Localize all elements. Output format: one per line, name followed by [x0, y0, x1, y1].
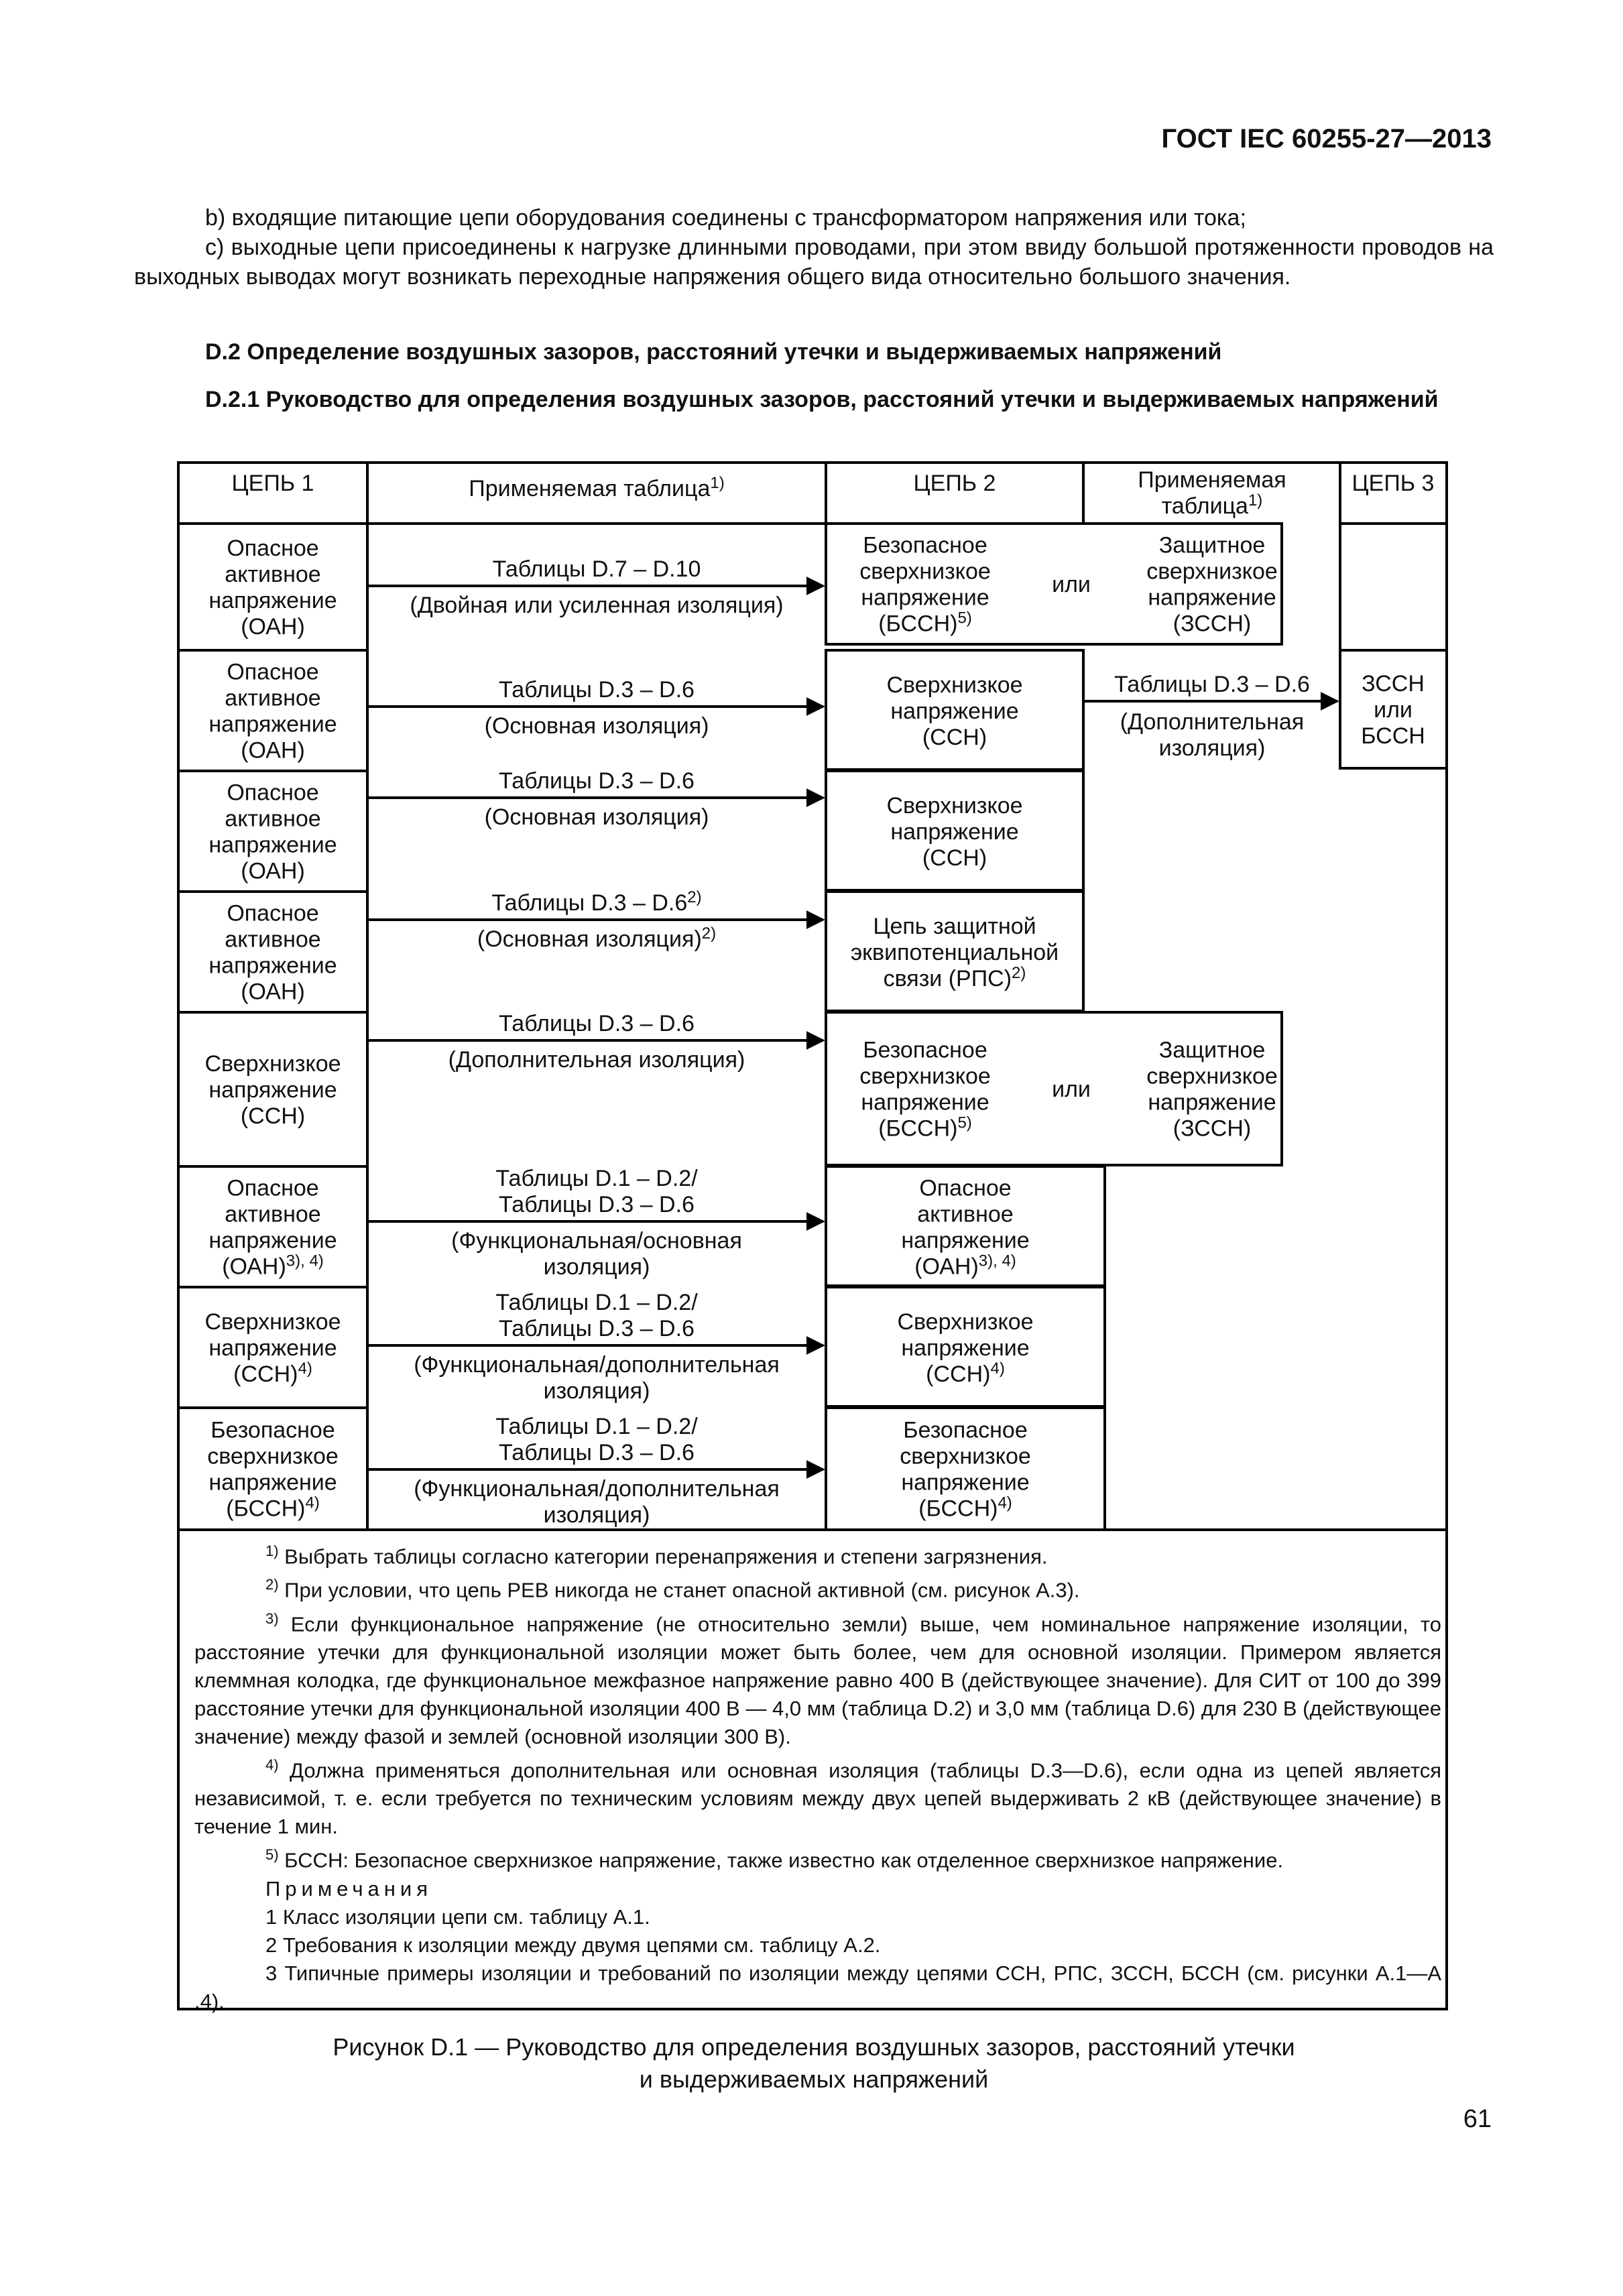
row7-circuit2-line: Сверхнизкое — [897, 1309, 1034, 1335]
row3-circuit1-line: (ОАН) — [241, 858, 305, 884]
row4-circuit1-line: (ОАН) — [241, 979, 305, 1005]
header-applied-table2: таблица$^{1)}$ — [1161, 491, 1263, 519]
row1-insulation-type: (Двойная или усиленная изоляция) — [410, 593, 784, 618]
row2-insulation-type: (Основная изоляция) — [484, 713, 709, 739]
footnote-5: $^{5)}$ БССН: Безопасное сверхнизкое напряжение, также известно как отделенное сверхнизкое напряжение. — [265, 1846, 1284, 1872]
row6-circuit1-line: напряжение — [208, 1227, 337, 1254]
row5-circuit2-safe-line: напряжение — [861, 1089, 989, 1115]
row6-circuit2-line: (ОАН)$^{3), 4)}$ — [914, 1252, 1016, 1280]
row8-circuit2-line: сверхнизкое — [900, 1443, 1031, 1469]
row6-circuit1-line: Опасное — [227, 1175, 319, 1201]
row1-circuit2-protective-line: (ЗССН) — [1173, 611, 1252, 637]
caption-line-1: Рисунок D.1 — Руководство для определения воздушных зазоров, расстояний утечки — [333, 2033, 1295, 2061]
row3-insulation-type: (Основная изоляция) — [484, 804, 709, 830]
note-2: 2 Требования к изоляции между двумя цепями см. таблицу А.2. — [265, 1933, 881, 1957]
row1-circuit2-protective-line: Защитное — [1158, 532, 1266, 558]
footnote-mark: 1) — [265, 1543, 279, 1559]
row2-circuit1-line: активное — [225, 685, 321, 711]
header-circuit2: ЦЕПЬ 2 — [913, 471, 996, 496]
footnote-1: $^{1)}$ Выбрать таблицы согласно категории перенапряжения и степени загрязнения. — [265, 1543, 1048, 1569]
row1-circuit2-safe-line: Безопасное — [863, 532, 987, 558]
row5-circuit1-line: Сверхнизкое — [204, 1051, 341, 1077]
row2-circuit2-line: (ССН) — [922, 725, 987, 750]
row7-circuit1-line: (ССН)$^{4)}$ — [233, 1360, 312, 1387]
row5-circuit2-protective-line: Защитное — [1158, 1037, 1266, 1063]
row4-circuit1-line: напряжение — [208, 953, 337, 979]
row5-insulation-type: (Дополнительная изоляция) — [448, 1047, 745, 1073]
footnote-mark: 3) — [265, 1610, 279, 1627]
row6-circuit2-line: Опасное — [919, 1175, 1012, 1201]
row4-table-ref: Таблицы D.3 – D.6$^{2)}$ — [491, 888, 702, 916]
row1-circuit2-protective-line: сверхнизкое — [1146, 558, 1278, 585]
row2-circuit3-line: БССН — [1361, 723, 1425, 749]
row2-circuit2-line: напряжение — [890, 699, 1019, 724]
footnote-mark: 4) — [265, 1756, 279, 1773]
row7-insulation-type: (Функциональная/дополнительная — [414, 1352, 780, 1378]
footnote-mark: 5) — [265, 1846, 279, 1864]
footnote-3: $^{3)}$ Если функциональное напряжение (не относительно земли) выше, чем номинальное напряжение изоляции, то расстояние утечки для функциональной изоляции может быть более, чем для основной изоляции. Примером является клеммная колодка, где функциональное межфазное напряжение равно 400 В (действующее значение). Для СИТ от 100 до 399 расстояние утечки для функциональной изоляции 400 В — 4,0 мм (таблица D.2) и 3,0 мм (таблица D.6) для 230 В (действующее значение) между фазой и землей (основной изоляции 300 В). — [194, 1610, 1441, 1748]
row3-circuit1-line: активное — [225, 806, 321, 832]
section-heading-d21: D.2.1 Руководство для определения воздушных зазоров, расстояний утечки и выдерживаемых напряжений — [205, 387, 1439, 412]
row1-circuit2-safe-line: (БССН)$^{5)}$ — [878, 609, 972, 637]
row5-circuit2-safe-line: Безопасное — [863, 1037, 987, 1063]
row1-circuit2-safe-line: напряжение — [861, 585, 989, 611]
notes-title: Примечания — [265, 1876, 432, 1900]
row4-circuit2-line: Цепь защитной — [873, 914, 1036, 939]
row5-circuit2-safe-line: сверхнизкое — [859, 1063, 991, 1089]
row8-circuit1-line: сверхнизкое — [207, 1443, 339, 1469]
row8-insulation-type: (Функциональная/дополнительная — [414, 1476, 780, 1502]
row4-circuit1-line: активное — [225, 926, 321, 953]
row4-insulation-type: (Основная изоляция)$^{2)}$ — [477, 924, 717, 952]
row8-circuit2-line: Безопасное — [903, 1417, 1028, 1443]
row2-insulation-c3: изоляция) — [1158, 735, 1266, 761]
row4-circuit2-line: эквипотенциальной — [850, 940, 1059, 965]
row6-circuit2-line: напряжение — [901, 1227, 1030, 1254]
figure-notes — [194, 1537, 1441, 2016]
row1-circuit1-line: (ОАН) — [241, 614, 305, 640]
row5-circuit1-line: (ССН) — [240, 1103, 306, 1129]
header-circuit1: ЦЕПЬ 1 — [231, 471, 314, 496]
row7-circuit2-line: напряжение — [901, 1335, 1030, 1361]
row6-table-ref: Таблицы D.3 – D.6 — [499, 1192, 695, 1217]
row5-circuit2-protective-line: сверхнизкое — [1146, 1063, 1278, 1089]
row8-circuit1-line: напряжение — [208, 1469, 337, 1496]
row2-table-ref: Таблицы D.3 – D.6 — [499, 677, 695, 703]
row3-circuit2-line: (ССН) — [922, 845, 987, 871]
row8-circuit2-line: напряжение — [901, 1469, 1030, 1496]
header-circuit3: ЦЕПЬ 3 — [1351, 471, 1435, 496]
figure-caption — [134, 2031, 1494, 2096]
row7-table-ref: Таблицы D.3 – D.6 — [499, 1316, 695, 1341]
row8-circuit2-line: (БССН)$^{4)}$ — [918, 1494, 1012, 1522]
intro-item-c: c) выходные цепи присоединены к нагрузке длинными проводами, при этом ввиду большой протяженности проводов на выходных выводах могут возникать переходные напряжения общего вида относительно большого значения. — [134, 235, 1494, 290]
row8-circuit1-line: (БССН)$^{4)}$ — [226, 1494, 320, 1522]
row6-circuit1-line: активное — [225, 1201, 321, 1227]
row8-table-ref: Таблицы D.3 – D.6 — [499, 1440, 695, 1465]
row6-table-ref: Таблицы D.1 – D.2/ — [495, 1166, 698, 1191]
row2-circuit1-line: напряжение — [208, 711, 337, 737]
row3-circuit2-line: напряжение — [890, 819, 1019, 845]
row3-circuit2-line: Сверхнизкое — [886, 793, 1023, 819]
row4-circuit1-line: Опасное — [227, 900, 319, 926]
row5-circuit1-line: напряжение — [208, 1077, 337, 1103]
row2-circuit3-line: или — [1374, 697, 1412, 723]
row1-circuit1-line: активное — [225, 562, 321, 587]
footnote-2: $^{2)}$ При условии, что цепь РЕВ никогда не станет опасной активной (см. рисунок А.3). — [265, 1576, 1080, 1602]
row2-circuit1-line: (ОАН) — [241, 737, 305, 764]
row6-circuit2-line: активное — [917, 1201, 1014, 1227]
row1-circuit1-line: напряжение — [208, 588, 337, 613]
row2-table-ref-c3: Таблицы D.3 – D.6 — [1114, 672, 1310, 697]
row7-table-ref: Таблицы D.1 – D.2/ — [495, 1290, 698, 1315]
row1-circuit1-line: Опасное — [227, 536, 319, 561]
row5-circuit2-safe-line: (БССН)$^{5)}$ — [878, 1113, 972, 1142]
row4-circuit2-line: связи (РПС)$^{2)}$ — [883, 964, 1026, 991]
row8-insulation-type: изоляция) — [543, 1502, 650, 1528]
row5-or: или — [1052, 1077, 1091, 1102]
row1-or: или — [1052, 572, 1091, 597]
row2-circuit3-line: ЗССН — [1362, 671, 1425, 697]
header-applied-table2: Применяемая — [1138, 467, 1286, 493]
page-number: 61 — [1463, 2105, 1492, 2133]
row2-circuit2-line: Сверхнизкое — [886, 672, 1023, 698]
caption-line-2: и выдерживаемых напряжений — [639, 2065, 989, 2093]
footnote-mark: 2) — [265, 1576, 279, 1593]
row2-circuit1-line: Опасное — [227, 659, 319, 685]
row7-circuit1-line: напряжение — [208, 1335, 337, 1361]
row5-circuit2-protective-line: напряжение — [1148, 1089, 1276, 1115]
note-3: 3 Типичные примеры изоляции и требований по изоляции между цепями ССН, РПС, ЗССН, БССН (см. рисунки А.1—А .4). — [194, 1961, 1441, 2013]
footnote-4: $^{4)}$ Должна применяться дополнительная или основная изоляция (таблицы D.3—D.6), если одна из цепей является независимой, т. е. если требуется по техническим условиям между двух цепей выдерживать 2 кВ (действующее значение) в течение 1 мин. — [194, 1756, 1441, 1839]
row8-circuit1-line: Безопасное — [211, 1417, 335, 1443]
row2-insulation-c3: (Дополнительная — [1120, 709, 1305, 735]
row7-insulation-type: изоляция) — [543, 1378, 650, 1404]
row5-table-ref: Таблицы D.3 – D.6 — [499, 1011, 695, 1036]
row6-circuit1-line: (ОАН)$^{3), 4)}$ — [222, 1252, 324, 1280]
intro-item-b: b) входящие питающие цепи оборудования соединены с трансформатором напряжения или тока; — [205, 205, 1246, 231]
row8-table-ref: Таблицы D.1 – D.2/ — [495, 1414, 698, 1439]
row6-insulation-type: (Функциональная/основная — [451, 1228, 742, 1254]
section-heading-d2: D.2 Определение воздушных зазоров, расстояний утечки и выдерживаемых напряжений — [205, 339, 1222, 365]
note-1: 1 Класс изоляции цепи см. таблицу А.1. — [265, 1905, 650, 1929]
row3-circuit1-line: напряжение — [208, 832, 337, 858]
row3-table-ref: Таблицы D.3 – D.6 — [499, 768, 695, 794]
row5-circuit2-protective-line: (ЗССН) — [1173, 1115, 1252, 1142]
row7-circuit1-line: Сверхнизкое — [204, 1309, 341, 1335]
row6-insulation-type: изоляция) — [543, 1254, 650, 1280]
row1-circuit2-protective-line: напряжение — [1148, 585, 1276, 611]
row3-circuit1-line: Опасное — [227, 780, 319, 806]
row1-table-ref: Таблицы D.7 – D.10 — [492, 556, 701, 582]
header-applied-table: Применяемая таблица$^{1)}$ — [469, 474, 725, 501]
row7-circuit2-line: (ССН)$^{4)}$ — [926, 1360, 1005, 1387]
document-header: ГОСТ IEC 60255-27—2013 — [1161, 124, 1492, 154]
row1-circuit2-safe-line: сверхнизкое — [859, 558, 991, 585]
